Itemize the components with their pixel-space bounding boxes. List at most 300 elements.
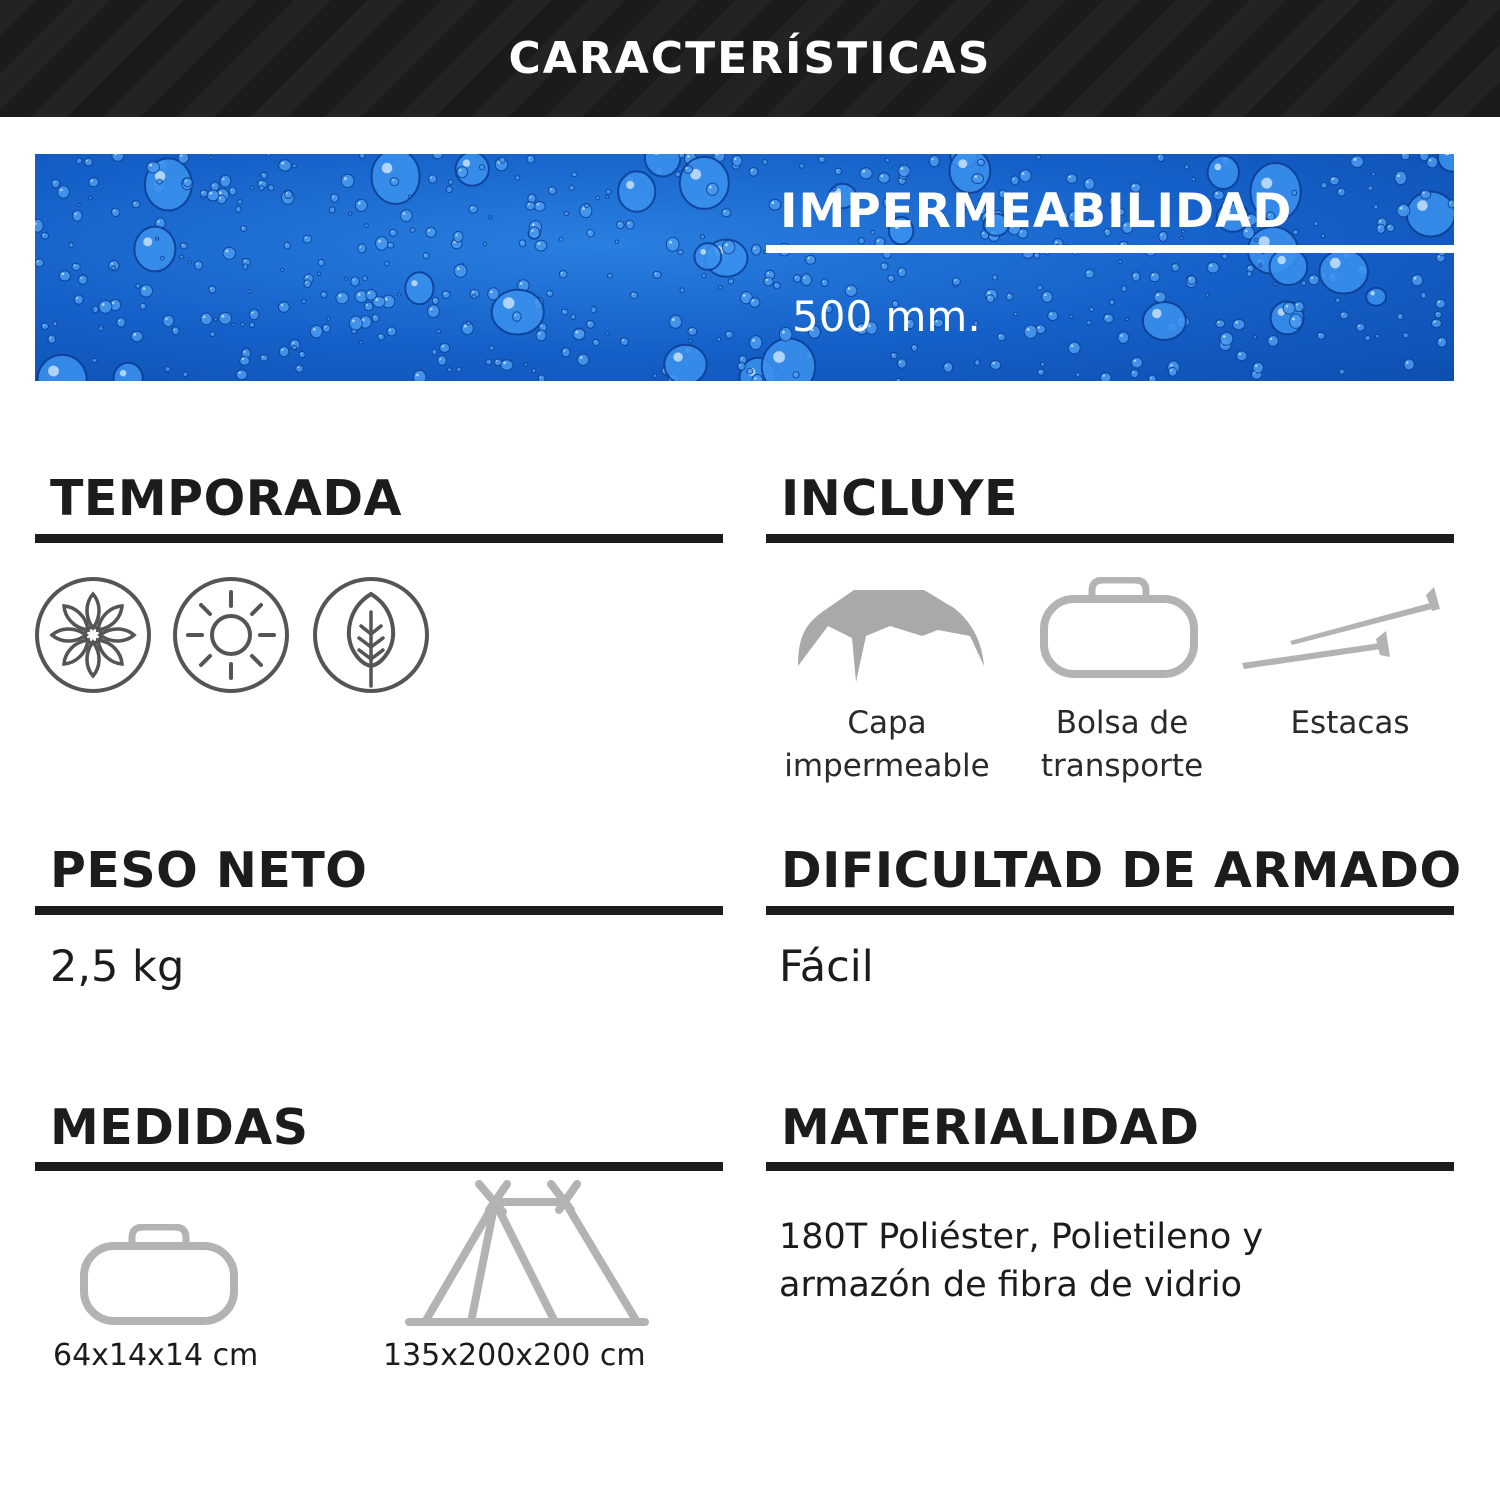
water-drop <box>172 327 179 335</box>
water-drop <box>279 160 292 171</box>
water-drop <box>1104 314 1114 323</box>
water-drop-highlight <box>1132 372 1134 374</box>
water-drop-highlight <box>231 189 233 191</box>
water-drop <box>388 243 394 248</box>
water-drop <box>732 155 742 166</box>
water-drop <box>1024 325 1037 338</box>
water-drop-highlight <box>463 159 470 166</box>
water-drop <box>1150 272 1160 282</box>
water-drop <box>1253 362 1264 373</box>
water-drop <box>1048 311 1058 321</box>
water-drop-highlight <box>1248 267 1250 269</box>
water-drop-highlight <box>529 157 531 159</box>
water-drop <box>1233 319 1245 329</box>
water-drop-highlight <box>1134 274 1136 276</box>
water-drop <box>608 273 613 278</box>
water-drop <box>978 159 985 165</box>
water-drop <box>249 322 254 327</box>
water-drop-highlight <box>76 297 78 299</box>
water-drop <box>596 196 600 200</box>
water-drop-highlight <box>582 207 585 210</box>
water-drop-highlight <box>424 254 425 255</box>
water-drop-highlight <box>626 181 634 189</box>
water-drop <box>1247 271 1252 277</box>
water-drop <box>532 369 536 373</box>
water-drop <box>201 313 213 325</box>
water-drop-highlight <box>561 272 563 274</box>
water-drop <box>1132 272 1140 281</box>
water-drop <box>89 178 99 187</box>
water-drop-highlight <box>548 292 549 293</box>
water-drop <box>717 337 721 341</box>
water-drop <box>323 324 331 332</box>
water-drop-highlight <box>339 294 342 297</box>
water-drop-highlight <box>389 329 391 331</box>
water-drop <box>1420 190 1430 199</box>
water-drop-highlight <box>954 279 956 281</box>
water-drop <box>801 274 811 286</box>
water-drop-highlight <box>366 304 368 306</box>
water-drop-highlight <box>411 280 417 286</box>
water-drop <box>1222 254 1228 259</box>
water-drop <box>1395 171 1407 185</box>
water-drop <box>675 172 680 177</box>
water-drop <box>1339 369 1344 374</box>
water-drop <box>679 154 685 158</box>
water-drop-highlight <box>1378 226 1380 228</box>
water-drop <box>593 339 599 345</box>
water-drop-highlight <box>862 170 865 173</box>
water-drop-highlight <box>297 367 299 369</box>
flower-icon <box>34 576 152 694</box>
water-drop <box>1397 204 1410 217</box>
water-drop <box>515 176 520 180</box>
water-drop-highlight <box>74 264 76 266</box>
water-drop-highlight <box>754 377 756 379</box>
water-drop-highlight <box>111 263 113 265</box>
water-drop-highlight <box>1159 156 1161 158</box>
water-drop <box>78 203 81 206</box>
water-drop <box>327 317 330 320</box>
water-drop-highlight <box>389 244 390 245</box>
water-drop-highlight <box>1239 353 1241 355</box>
water-drop <box>1036 155 1040 159</box>
water-drop-highlight <box>219 197 221 199</box>
water-drop <box>585 203 589 208</box>
water-drop <box>390 229 397 236</box>
water-drop-highlight <box>725 244 728 247</box>
water-drop-highlight <box>540 377 541 378</box>
water-drop <box>666 237 679 251</box>
water-drop-highlight <box>292 342 294 344</box>
water-drop <box>1404 359 1414 370</box>
water-drop-highlight <box>134 202 136 204</box>
water-drop <box>538 375 545 381</box>
water-drop <box>1034 253 1040 259</box>
water-drop-highlight <box>1397 174 1400 177</box>
water-drop-highlight <box>632 293 634 295</box>
water-drop <box>1131 370 1139 378</box>
water-drop-highlight <box>251 312 253 314</box>
water-drop <box>210 156 213 159</box>
water-drop-highlight <box>823 281 825 283</box>
water-drop <box>1042 291 1053 302</box>
water-drop-highlight <box>242 358 244 360</box>
water-drop-highlight <box>353 279 355 281</box>
water-drop-highlight <box>210 288 212 290</box>
water-drop-highlight <box>848 287 851 290</box>
water-drop <box>738 363 746 371</box>
water-drop-highlight <box>988 292 991 295</box>
water-drop <box>536 330 546 341</box>
water-drop-highlight <box>1370 291 1374 295</box>
water-drop-highlight <box>37 260 39 262</box>
water-drop-highlight <box>332 196 334 198</box>
water-drop-highlight <box>322 293 323 294</box>
water-drop-highlight <box>1286 305 1289 308</box>
water-drop <box>336 292 349 304</box>
water-drop-highlight <box>820 158 821 159</box>
water-drop <box>292 346 297 350</box>
water-drop <box>140 303 146 309</box>
water-drop-highlight <box>932 158 934 160</box>
water-drop <box>888 275 895 282</box>
water-drop <box>229 187 236 195</box>
water-drop <box>952 278 960 286</box>
weight-value: 2,5 kg <box>50 942 185 992</box>
water-drop-highlight <box>1189 277 1191 279</box>
water-drop <box>279 346 289 356</box>
water-drop <box>236 370 247 380</box>
water-drop-highlight <box>439 358 441 360</box>
water-drop-highlight <box>281 304 283 306</box>
water-drop <box>302 299 306 303</box>
water-drop-highlight <box>1008 295 1009 296</box>
water-drop <box>1320 250 1368 294</box>
water-drop-highlight <box>430 308 433 311</box>
water-drop <box>241 323 245 327</box>
water-drop-highlight <box>442 345 444 347</box>
water-drop <box>728 279 733 284</box>
water-drop-highlight <box>1450 202 1452 204</box>
water-drop <box>1309 275 1320 285</box>
water-drop-highlight <box>537 203 539 205</box>
water-drop <box>653 271 661 278</box>
water-drop-highlight <box>1152 309 1161 318</box>
water-drop-highlight <box>1414 277 1417 280</box>
water-drop-highlight <box>391 231 393 233</box>
water-drop <box>112 154 124 161</box>
water-drop <box>1259 264 1262 267</box>
water-drop-highlight <box>1358 325 1360 327</box>
water-drop-highlight <box>324 326 326 328</box>
water-drop <box>387 327 396 336</box>
water-drop <box>457 367 461 372</box>
water-drop <box>292 164 296 168</box>
water-drop <box>241 226 247 232</box>
water-drop-highlight <box>751 169 753 171</box>
water-drop <box>469 205 478 213</box>
water-drop <box>195 261 203 269</box>
water-drop <box>310 325 322 338</box>
water-drop-highlight <box>1235 321 1238 324</box>
water-drop <box>165 367 170 372</box>
water-drop <box>779 327 792 341</box>
water-drop <box>432 349 437 355</box>
assembly-heading: DIFICULTAD DE ARMADO <box>781 842 1462 899</box>
water-drop <box>156 237 159 240</box>
water-drop <box>400 210 412 222</box>
water-drop-highlight <box>210 192 213 195</box>
water-drop <box>1330 176 1340 184</box>
dimensions-divider <box>35 1162 723 1171</box>
water-drop <box>92 358 97 362</box>
water-drop <box>100 325 103 328</box>
water-drop <box>591 307 597 313</box>
sun-icon <box>172 576 290 694</box>
water-drop-highlight <box>306 282 308 284</box>
water-drop <box>38 355 87 381</box>
water-drop-highlight <box>521 242 522 243</box>
water-drop-highlight <box>1296 304 1298 306</box>
water-drop <box>454 264 467 277</box>
water-drop-highlight <box>669 241 672 244</box>
water-drop-highlight <box>782 331 785 334</box>
water-drop <box>1336 298 1340 303</box>
water-drop <box>488 288 499 300</box>
water-drop <box>331 194 339 202</box>
water-drop-highlight <box>358 293 361 296</box>
water-drop-highlight <box>1223 335 1226 338</box>
water-drop <box>35 259 44 267</box>
water-drop-highlight <box>1270 338 1272 340</box>
water-drop <box>437 329 441 333</box>
water-drop <box>93 306 99 313</box>
water-drop <box>722 209 731 217</box>
water-drop <box>618 171 655 211</box>
water-drop <box>111 208 119 216</box>
water-drop <box>1270 248 1308 285</box>
water-drop-highlight <box>1035 254 1036 255</box>
water-drop-highlight <box>503 361 506 364</box>
water-drop-highlight <box>563 310 564 311</box>
water-drop-highlight <box>734 158 736 160</box>
water-drop <box>236 206 242 212</box>
water-drop <box>432 297 438 304</box>
water-drop <box>577 354 589 365</box>
water-drop-highlight <box>899 361 901 363</box>
water-drop-highlight <box>1429 159 1431 161</box>
water-drop <box>72 210 82 221</box>
water-drop-highlight <box>1400 207 1403 210</box>
water-drop <box>398 293 401 296</box>
water-drop-highlight <box>120 370 126 376</box>
water-drop <box>1168 367 1177 376</box>
water-drop <box>134 227 175 272</box>
water-drop <box>423 253 429 259</box>
water-drop-highlight <box>113 210 115 212</box>
water-drop <box>285 191 293 199</box>
water-drop-highlight <box>1039 371 1040 372</box>
water-drop <box>1386 224 1394 232</box>
water-drop <box>77 158 82 164</box>
water-drop <box>700 235 704 239</box>
water-drop-highlight <box>687 155 690 158</box>
water-drop-highlight <box>149 164 152 167</box>
water-drop <box>467 321 471 325</box>
water-drop-highlight <box>1170 364 1173 367</box>
water-drop-highlight <box>979 161 981 163</box>
water-drop-highlight <box>724 210 726 212</box>
water-drop <box>1041 362 1045 366</box>
water-drop-highlight <box>281 349 283 351</box>
water-drop <box>147 162 160 173</box>
water-drop <box>891 353 897 359</box>
water-drop-highlight <box>86 160 88 162</box>
water-drop-highlight <box>1210 264 1213 267</box>
water-drop-highlight <box>794 373 795 374</box>
water-drop <box>161 257 165 261</box>
water-drop <box>243 264 248 270</box>
water-drop-highlight <box>1069 176 1071 178</box>
water-drop-highlight <box>1354 158 1357 161</box>
water-drop-highlight <box>185 180 187 182</box>
water-drop-highlight <box>143 237 152 246</box>
water-drop-highlight <box>262 356 264 358</box>
water-drop <box>1427 157 1438 168</box>
water-drop <box>1403 333 1408 338</box>
dimensions-heading: MEDIDAS <box>50 1099 309 1156</box>
water-drop-highlight <box>471 207 473 209</box>
water-drop <box>678 250 684 255</box>
water-drop <box>180 255 184 259</box>
water-drop <box>1431 319 1441 328</box>
water-drop <box>1448 200 1454 208</box>
water-drop-highlight <box>352 319 355 322</box>
water-drop <box>78 275 87 284</box>
water-drop <box>571 314 576 319</box>
water-drop <box>360 154 365 159</box>
waterproof-title: IMPERMEABILIDAD <box>780 184 1293 239</box>
water-drop <box>534 201 545 211</box>
water-drop-highlight <box>50 337 52 339</box>
water-drop <box>372 314 379 322</box>
water-drop-highlight <box>1439 340 1441 342</box>
water-drop-highlight <box>112 302 114 304</box>
water-drop <box>1121 286 1127 292</box>
water-drop <box>364 302 373 311</box>
water-drop <box>457 167 468 178</box>
water-drop-highlight <box>239 372 241 374</box>
water-drop <box>72 263 80 270</box>
water-drop <box>929 155 939 166</box>
water-drop <box>1407 192 1454 237</box>
water-drop-highlight <box>80 277 82 279</box>
water-drop <box>317 272 320 276</box>
water-drop <box>341 174 354 187</box>
water-drop <box>48 335 56 343</box>
water-drop <box>365 224 369 228</box>
water-drop-highlight <box>913 346 914 347</box>
water-drop-highlight <box>285 244 286 245</box>
water-drop <box>157 179 163 184</box>
water-drop <box>1089 307 1093 311</box>
water-drop-highlight <box>1170 369 1172 371</box>
water-drop <box>664 345 706 381</box>
water-drop <box>1317 332 1325 339</box>
water-drop-highlight <box>75 213 77 215</box>
water-drop-highlight <box>119 320 121 322</box>
water-drop-highlight <box>1436 313 1437 314</box>
water-drop <box>303 235 312 243</box>
water-drop-highlight <box>727 333 729 335</box>
water-drop <box>975 360 980 366</box>
water-drop-highlight <box>618 223 620 225</box>
water-drop-highlight <box>313 328 316 331</box>
water-drop-highlight <box>882 264 884 266</box>
water-drop <box>564 212 569 216</box>
water-drop-highlight <box>538 333 540 335</box>
water-drop <box>1157 154 1164 162</box>
water-drop-highlight <box>1022 172 1025 175</box>
water-drop-highlight <box>143 287 146 290</box>
water-drop <box>527 155 534 163</box>
water-drop <box>117 318 126 328</box>
water-drop-highlight <box>538 242 541 245</box>
water-drop <box>1421 292 1426 298</box>
water-drop <box>35 219 43 232</box>
water-drop-highlight <box>378 240 381 243</box>
water-drop-highlight <box>1152 274 1154 276</box>
water-drop-highlight <box>490 291 493 294</box>
water-drop <box>131 331 143 341</box>
water-drop-highlight <box>550 188 552 190</box>
water-drop <box>1321 234 1325 238</box>
water-drop-highlight <box>958 159 967 168</box>
water-drop-highlight <box>775 284 776 285</box>
water-drop-highlight <box>244 260 246 262</box>
water-drop-highlight <box>1134 360 1136 362</box>
water-drop-highlight <box>503 297 514 308</box>
water-drop <box>750 298 760 308</box>
water-drop <box>366 289 377 300</box>
bag-label-line2: transporte <box>1040 748 1204 784</box>
header-bar <box>0 0 1500 117</box>
water-drop-highlight <box>1027 328 1030 331</box>
rainfly-label-line2: impermeable <box>784 748 990 784</box>
water-drop <box>972 174 984 184</box>
water-drop <box>483 242 486 246</box>
water-drop <box>448 368 452 372</box>
water-drop <box>223 247 236 259</box>
water-drop-highlight <box>213 184 215 186</box>
water-drop <box>689 339 692 342</box>
water-drop-highlight <box>62 273 65 276</box>
water-drop <box>1118 332 1129 344</box>
water-drop-highlight <box>226 250 229 253</box>
water-drop-highlight <box>305 237 307 239</box>
water-drop-highlight <box>741 358 743 360</box>
water-drop-highlight <box>1071 345 1074 348</box>
water-drop <box>207 190 219 201</box>
water-drop-highlight <box>459 169 461 171</box>
water-drop <box>1377 224 1386 233</box>
water-drop-highlight <box>1406 361 1408 363</box>
water-drop <box>250 186 254 189</box>
water-drop <box>1374 205 1379 210</box>
water-drop <box>1216 320 1225 328</box>
water-drop-highlight <box>709 186 712 189</box>
